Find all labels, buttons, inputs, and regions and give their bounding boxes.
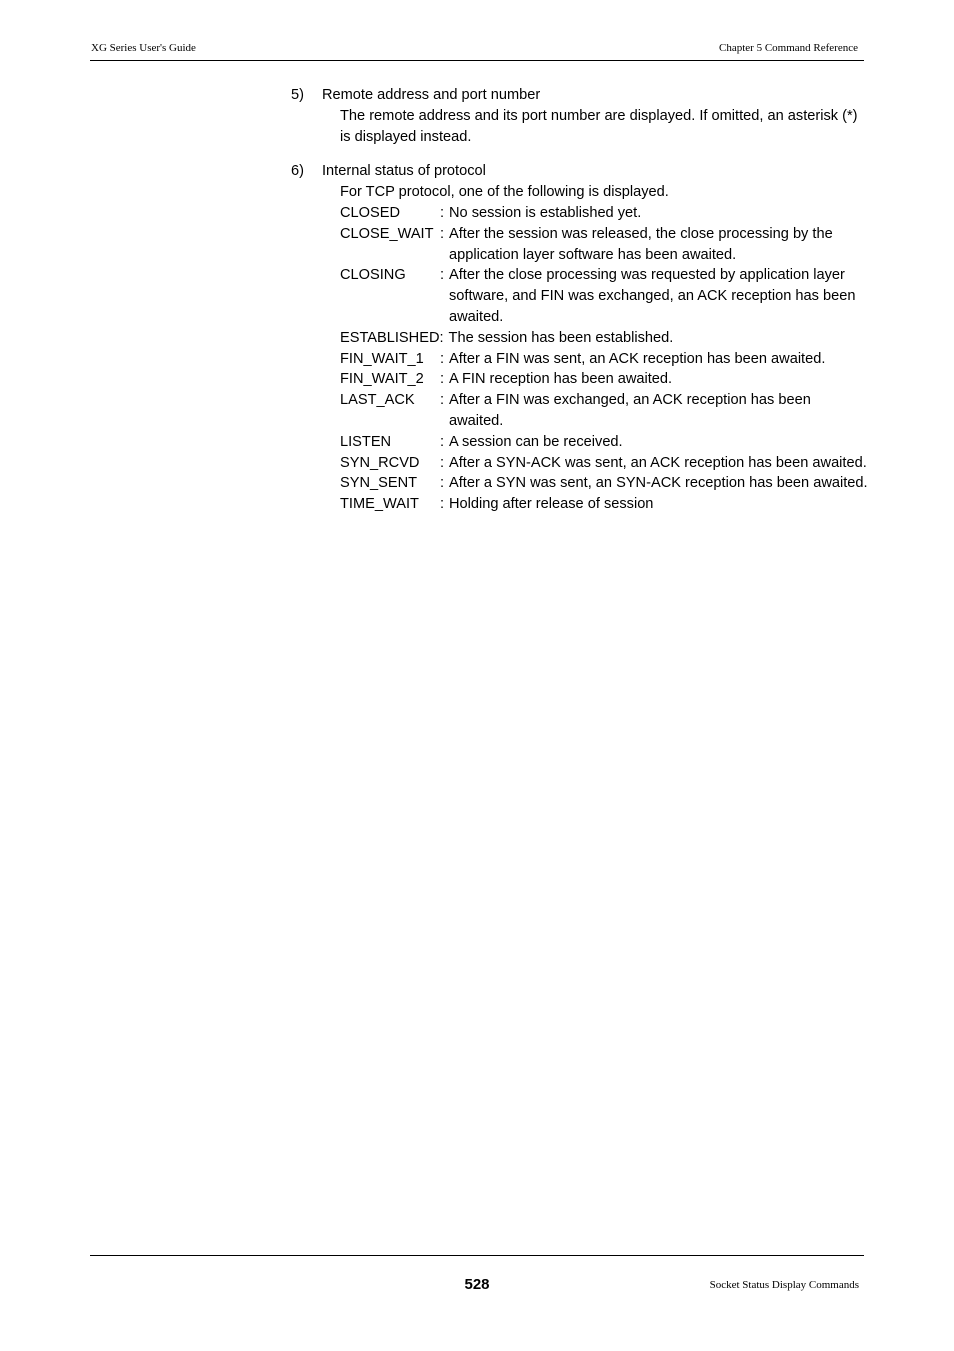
page-content xyxy=(291,85,871,529)
state-name: CLOSING xyxy=(340,267,406,284)
state-description: After a SYN-ACK was sent, an ACK reception has been awaited. xyxy=(449,454,867,471)
footer-rule xyxy=(90,1255,864,1256)
state-name: CLOSED xyxy=(340,204,401,221)
state-name: TIME_WAIT xyxy=(340,496,419,513)
state-row: FIN_WAIT_1 : After a FIN was sent, an ACK reception has been awaited. xyxy=(340,349,868,370)
page-number: 528 xyxy=(464,1276,490,1293)
state-row: ESTABLISHED : The session has been established. xyxy=(340,328,868,349)
state-name: FIN_WAIT_2 xyxy=(340,371,424,388)
state-description: After a FIN was sent, an ACK reception has been awaited. xyxy=(449,350,826,367)
state-name: CLOSE_WAIT xyxy=(340,225,434,242)
header-rule xyxy=(90,60,864,61)
item-title: Remote address and port number xyxy=(322,87,541,103)
list-item-remote-address xyxy=(291,85,871,147)
running-header-left: XG Series User's Guide xyxy=(91,42,196,54)
state-description: The session has been established. xyxy=(448,329,674,346)
state-row: SYN_RCVD : After a SYN-ACK was sent, an ACK reception has been awaited. xyxy=(340,453,868,474)
state-row: CLOSING : After the close processing was requested by application layer software, and FIN was exchanged, an ACK reception has been awaited. xyxy=(340,265,868,327)
state-description: No session is established yet. xyxy=(449,204,642,221)
tcp-state-list xyxy=(340,203,868,515)
state-name: SYN_SENT xyxy=(340,475,418,492)
state-name: FIN_WAIT_1 xyxy=(340,350,424,367)
item-description: For TCP protocol, one of the following is displayed. xyxy=(340,184,669,201)
state-name: LAST_ACK xyxy=(340,392,415,409)
state-row: FIN_WAIT_2 : A FIN reception has been awaited. xyxy=(340,369,868,390)
item-description: The remote address and its port number are displayed. If omitted, an asterisk (*) is displayed instead. xyxy=(340,107,858,145)
state-row: LAST_ACK : After a FIN was exchanged, an ACK reception has been awaited. xyxy=(340,390,868,432)
item-title: Internal status of protocol xyxy=(322,163,486,180)
state-description: After a SYN was sent, an SYN-ACK reception has been awaited. xyxy=(449,475,868,492)
state-description: After a FIN was exchanged, an ACK reception has been awaited. xyxy=(449,392,811,429)
state-row: CLOSE_WAIT : After the session was released, the close processing by the application layer software has been awaited. xyxy=(340,224,868,266)
state-row: CLOSED : No session is established yet. xyxy=(340,203,868,224)
state-description: A FIN reception has been awaited. xyxy=(449,371,673,388)
state-row: SYN_SENT : After a SYN was sent, an SYN-ACK reception has been awaited. xyxy=(340,473,868,494)
item-number: 5) xyxy=(291,87,304,103)
state-row: LISTEN : A session can be received. xyxy=(340,432,868,453)
state-name: SYN_RCVD xyxy=(340,454,420,471)
state-description: After the close processing was requested by application layer software, and FIN was exchanged, an ACK reception has been awaited. xyxy=(449,267,856,325)
state-name: ESTABLISHED xyxy=(340,329,440,346)
running-footer-right: Socket Status Display Commands xyxy=(709,1279,859,1291)
running-header-right: Chapter 5 Command Reference xyxy=(719,42,858,54)
state-description: After the session was released, the close processing by the application layer software has been awaited. xyxy=(449,225,833,263)
state-description: Holding after release of session xyxy=(449,496,654,513)
list-item-internal-status xyxy=(291,161,871,515)
state-description: A session can be received. xyxy=(449,433,623,450)
item-number: 6) xyxy=(291,163,304,180)
state-row: TIME_WAIT : Holding after release of session xyxy=(340,494,868,515)
state-name: LISTEN xyxy=(340,433,392,450)
